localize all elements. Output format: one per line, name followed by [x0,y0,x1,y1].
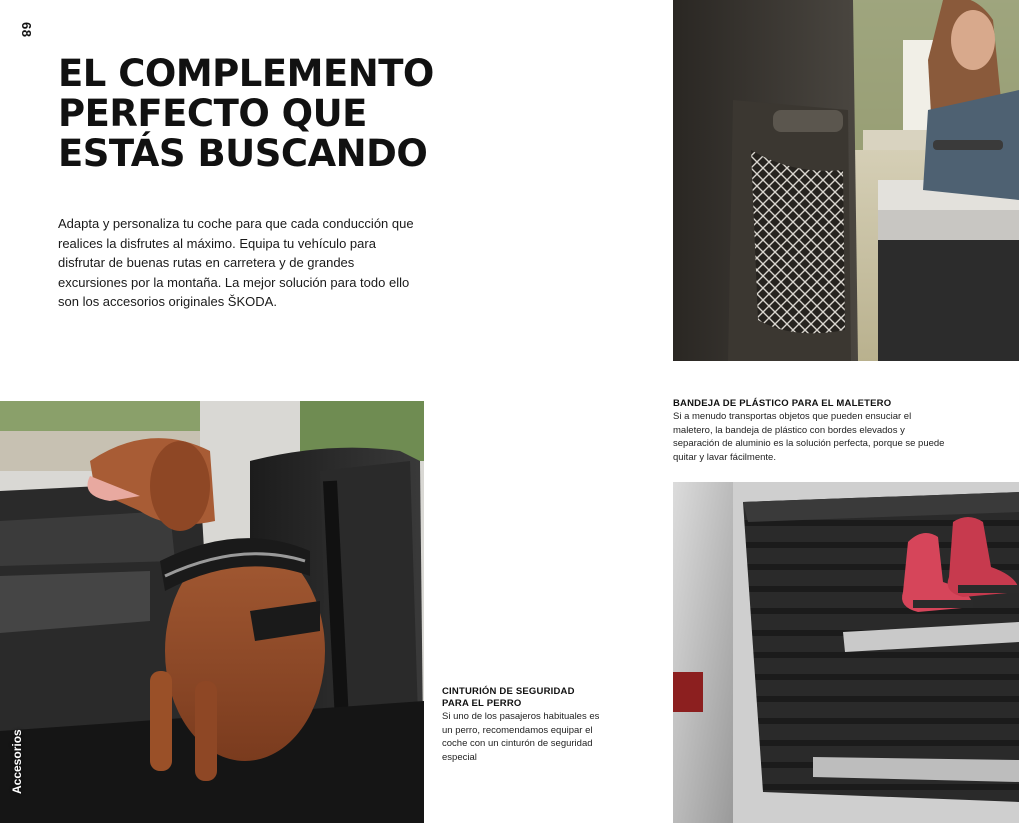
tray-caption [673,398,948,464]
page-title-line: ESTÁS BUSCANDO [58,132,428,175]
dog-belt-caption-text: Si uno de los pasajeros habituales es un perro, recomendamos equipar el coche con un cinturón de seguridad especial [442,711,600,763]
boot-tray-illustration [673,482,1019,823]
tray-caption-title: BANDEJA DE PLÁSTICO PARA EL MALETERO [673,398,892,409]
dog-belt-caption-title-line: PARA EL PERRO [442,698,522,709]
page-title-line: PERFECTO QUE [58,92,367,135]
tray-caption-text: Si a menudo transportas objetos que pueden ensuciar el maletero, la bandeja de plástico con bordes elevados y separación de aluminio es la solución perfecta, porque se puede quitar y lavar fácilmente. [673,411,945,463]
page-title [58,54,478,174]
section-label: Accesorios [10,729,24,794]
page-title-line: EL COMPLEMENTO [58,52,434,95]
dog-belt-caption-title-line: CINTURIÓN DE SEGURIDAD [442,686,575,697]
dog-seatbelt-photo [0,401,424,823]
page-number: 68 [19,22,34,38]
dog-seatbelt-illustration [0,401,424,823]
trunk-net-photo [673,0,1019,361]
dog-belt-caption-title [442,686,612,710]
trunk-net-illustration [673,0,1019,361]
boot-tray-photo [673,482,1019,823]
intro-paragraph: Adapta y personaliza tu coche para que cada conducción que realices la disfrutes al máximo. Equipa tu vehículo para disfrutar de buenas rutas en carretera y de grandes excursiones por la montaña. La mejor solución para todo ello son los accesorios originales ŠKODA. [58,216,414,309]
dog-belt-caption [442,686,612,764]
